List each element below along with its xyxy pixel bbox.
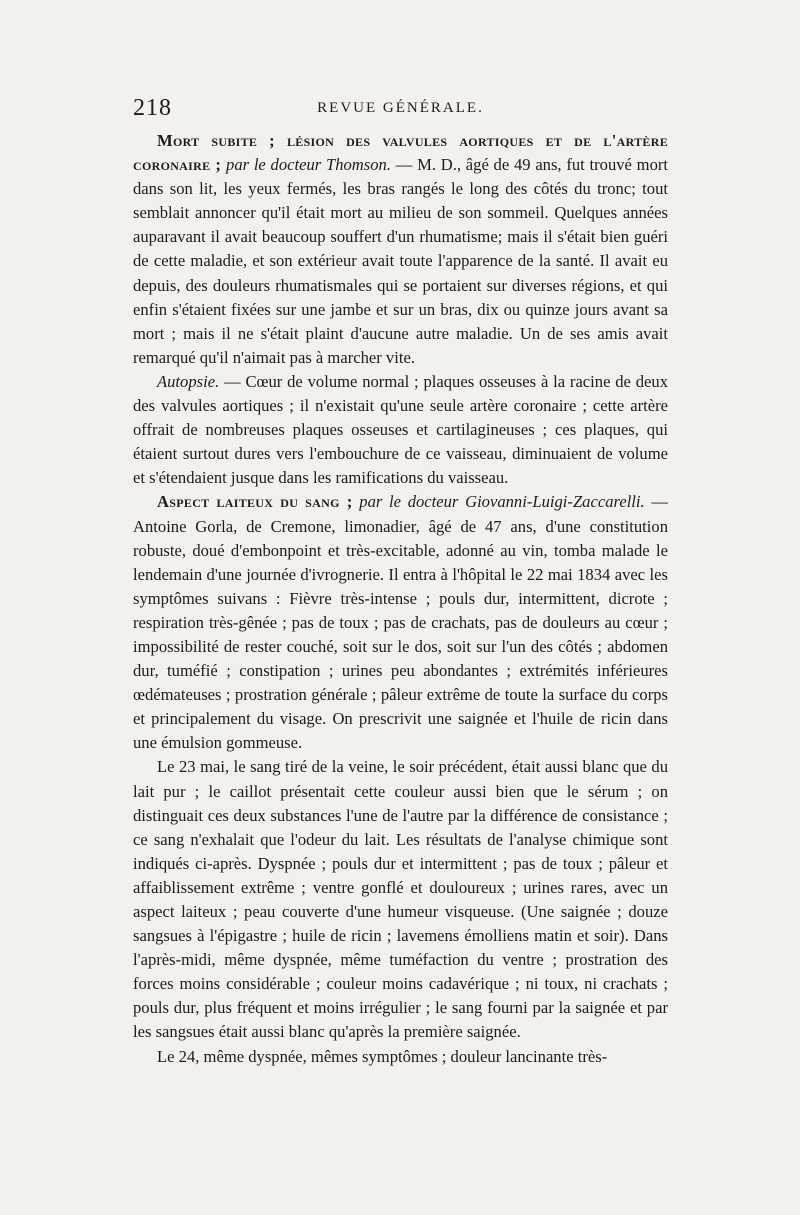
- article2-text: — Antoine Gorla, de Cremone, limonadier, âgé de 47 ans, d'une constitution robuste, doué d'embonpoint et très-excitable, adonné au vin, tomba malade le lendemain d'une journée d'ivrognerie. Il entra à l'hôpital le 22 mai 1834 avec les symptômes suivans : Fièvre très-intense ; pouls dur, intermittent, dicrote ; respiration très-gênée ; pas de toux ; pas de crachats, pas de douleurs au cœur ; impossibilité de rester couché, soit sur le dos, soit sur l'un des côtés ; abdomen dur, tuméfié ; constipation ; urines peu abondantes ; extrémités inférieures œdémateuses ; prostration générale ; pâleur extrême de toute la surface du corps et principalement du visage. On prescrivit une saignée et l'huile de ricin dans une émulsion gommeuse.: [133, 492, 668, 753]
- article2-heading: Aspect laiteux du sang ;: [157, 492, 353, 512]
- autopsy-text: — Cœur de volume normal ; plaques osseuses à la racine de deux des valvules aortiques ; il n'existait qu'une seule artère coronaire ; cette artère offrait de nombreuses plaques osseuses et cartilagineuses ; ces plaques, qui étaient surtout dures vers l'embouchure de ce vaisseau, diminuaient de volume et s'étendaient jusque dans les ramifications du vaisseau.: [133, 371, 668, 488]
- article2-paragraph: [133, 490, 668, 755]
- page-header: [133, 95, 668, 121]
- page-number: 218: [133, 95, 172, 121]
- autopsy-paragraph: [133, 370, 668, 490]
- article-body: [133, 129, 668, 1069]
- article1-author: par le docteur Thomson.: [226, 155, 391, 175]
- article1-heading: Mort subite ; lésion des valvules aortiques et de l'artère coronaire ;: [133, 131, 668, 175]
- running-title: REVUE GÉNÉRALE.: [317, 100, 484, 116]
- autopsy-label: Autopsie.: [157, 371, 220, 391]
- article1-text: — M. D., âgé de 49 ans, fut trouvé mort dans son lit, les yeux fermés, les bras rangés le long des côtés du tronc; tout semblait annoncer qu'il était mort au milieu de son sommeil. Quelques années auparavant il avait beaucoup souffert d'un rhumatisme; mais il s'était bien guéri de cette maladie, et son extérieur avait toute l'apparence de la santé. Il avait eu depuis, des douleurs rhumatismales qui se portaient sur diverses régions, et qui enfin s'étaient fixées sur une jambe et sur un bras, dix ou quinze jours avant sa mort ; mais il ne s'était plaint d'aucune autre maladie. Un de ses amis avait remarqué qu'il n'aimait pas à marcher vite.: [133, 155, 668, 367]
- article2-paragraph-2: Le 23 mai, le sang tiré de la veine, le soir précédent, était aussi blanc que du lait pur ; le caillot présentait cette couleur aussi bien que le sérum ; on distinguait ces deux substances l'une de l'autre par la différence de consistance ; ce sang n'exhalait que l'odeur du lait. Les résultats de l'analyse chimique sont indiqués ci-après. Dyspnée ; pouls dur et intermittent ; pas de toux ; pâleur et affaiblissement extrême ; ventre gonflé et douloureux ; urines rares, avec un aspect laiteux ; peau couverte d'une humeur visqueuse. (Une saignée ; douze sangsues à l'épigastre ; huile de ricin ; lavemens émolliens matin et soir). Dans l'après-midi, même dyspnée, même tuméfaction du ventre ; prostration des forces moins considérable ; couleur moins cadavérique ; ni toux, ni crachats ; pouls dur, plus fréquent et moins irrégulier ; le sang fourni par la saignée et par les sangsues était aussi blanc qu'après la première saignée.: [133, 757, 668, 1042]
- article2-paragraph-3: Le 24, même dyspnée, mêmes symptômes ; douleur lancinante très-: [157, 1046, 608, 1066]
- article1-paragraph: [133, 129, 668, 370]
- article2-author: par le docteur Giovanni-Luigi-Zaccarelli.: [359, 492, 645, 512]
